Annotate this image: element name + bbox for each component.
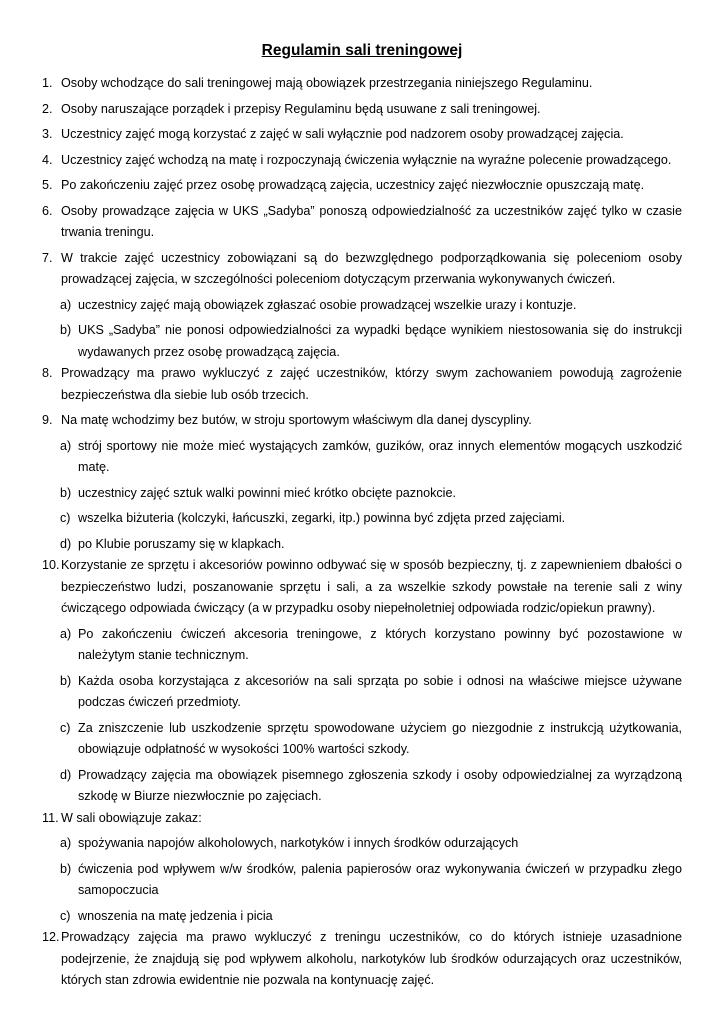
rule-number: 2. <box>42 101 53 116</box>
sub-item <box>42 718 682 761</box>
sub-item <box>42 436 682 479</box>
rule-number: 6. <box>42 203 53 218</box>
sub-item-letter: d) <box>60 767 72 782</box>
rule-text: Po zakończeniu zajęć przez osobę prowadzącą zajęcia, uczestnicy zajęć niezwłocznie opuszczają matę. <box>61 178 645 192</box>
sub-list <box>42 436 682 556</box>
rule-number: 4. <box>42 152 53 167</box>
rule-item <box>42 410 682 432</box>
rule-number: 7. <box>42 250 53 265</box>
sub-item-letter: a) <box>60 626 72 641</box>
sub-item-text: uczestnicy zajęć mają obowiązek zgłaszać osobie prowadzącej wszelkie urazy i kontuzje. <box>78 297 577 312</box>
sub-item <box>42 833 682 855</box>
sub-item-text: po Klubie poruszamy się w klapkach. <box>78 536 285 551</box>
rule-number: 11. <box>42 810 59 825</box>
sub-item-text: strój sportowy nie może mieć wystających zamków, guzików, oraz innych elementów mogących uszkodzić matę. <box>78 438 682 474</box>
rule-text: Osoby prowadzące zajęcia w UKS „Sadyba” ponoszą odpowiedzialność za uczestników zajęć tylko w czasie trwania treningu. <box>61 203 682 239</box>
rule-item <box>42 99 682 121</box>
rule-item <box>42 363 682 406</box>
rule-text: Prowadzący zajęcia ma prawo wykluczyć z treningu uczestników, co do których istnieje uzasadnione podejrzenie, że znajdują się pod wpływem alkoholu, narkotyków lub środków odurzających oraz uczestników, których stan zdrowia ewidentnie nie pozwala na kontynuację zajęć. <box>61 930 682 987</box>
rule-item <box>42 150 682 172</box>
sub-item-letter: b) <box>60 861 72 876</box>
sub-item <box>42 483 682 505</box>
sub-item-text: Każda osoba korzystająca z akcesoriów na sali sprząta po sobie i odnosi na właściwe miejsce używane podczas ćwiczeń przedmioty. <box>78 673 682 709</box>
sub-item-text: uczestnicy zajęć sztuk walki powinni mieć krótko obcięte paznokcie. <box>78 485 456 500</box>
sub-item <box>42 320 682 363</box>
rule-number: 8. <box>42 366 53 380</box>
document-page <box>42 40 682 996</box>
sub-item-letter: c) <box>60 511 71 525</box>
sub-item-text: Za zniszczenie lub uszkodzenie sprzętu spowodowane użyciem go niezgodnie z instrukcją użytkowania, obowiązuje odpłatność w wysokości 100% wartości szkody. <box>78 720 682 756</box>
sub-item <box>42 534 682 556</box>
rule-text: Prowadzący ma prawo wykluczyć z zajęć uczestników, którzy swym zachowaniem powodują zagrożenie bezpieczeństwa dla siebie lub osób trzecich. <box>61 366 682 402</box>
sub-list <box>42 833 682 927</box>
rule-text: Osoby naruszające porządek i przepisy Regulaminu będą usuwane z sali treningowej. <box>61 101 541 116</box>
sub-item-text: spożywania napojów alkoholowych, narkotyków i innych środków odurzających <box>78 836 519 850</box>
sub-item-letter: a) <box>60 438 72 453</box>
rule-item <box>42 927 682 992</box>
page-title: Regulamin sali treningowej <box>261 42 463 59</box>
rule-item <box>42 73 682 95</box>
rule-text: Korzystanie ze sprzętu i akcesoriów powinno odbywać się w sposób bezpieczny, tj. z zapewnieniem dbałości o bezpieczeństwo ludzi, poszanowanie sprzętu i sali, a za wszelkie szkody powstałe na terenie sali z winy ćwiczącego odpowiada ćwiczący (a w przypadku osoby niepełnoletniej odpowiada rodzic/opiekun prawny). <box>61 558 682 615</box>
rule-text: Osoby wchodzące do sali treningowej mają obowiązek przestrzegania niniejszego Regulaminu. <box>61 76 593 90</box>
sub-item-text: UKS „Sadyba” nie ponosi odpowiedzialności za wypadki będące wynikiem niestosowania się do instrukcji wydawanych przez osobę prowadzącą zajęcia. <box>78 323 682 359</box>
rule-item <box>42 175 682 197</box>
rule-number: 12. <box>42 930 60 944</box>
sub-item-letter: b) <box>60 673 72 688</box>
sub-item <box>42 671 682 714</box>
rule-number: 9. <box>42 413 53 427</box>
rule-number: 5. <box>42 178 53 192</box>
sub-item-letter: a) <box>60 836 72 850</box>
rule-text: W trakcie zajęć uczestnicy zobowiązani są do bezwzględnego podporządkowania się poleceniom osoby prowadzącej zajęcia, w szczególności poleceniom dotyczącym przerwania wykonywanych ćwiczeń. <box>61 250 682 286</box>
sub-item-letter: b) <box>60 323 72 337</box>
rule-item <box>42 201 682 244</box>
sub-item <box>42 859 682 902</box>
rule-item <box>42 248 682 291</box>
sub-item <box>42 295 682 317</box>
sub-item-letter: c) <box>60 720 71 735</box>
sub-item-text: Prowadzący zajęcia ma obowiązek pisemnego zgłoszenia szkody i osoby odpowiedzialnej za wyrządzoną szkodę w Biurze niezwłocznie po zajęciach. <box>78 767 682 803</box>
sub-item-letter: d) <box>60 536 72 551</box>
sub-item-letter: a) <box>60 297 72 312</box>
rule-number: 1. <box>42 76 53 90</box>
rule-item <box>42 808 682 830</box>
sub-item-letter: c) <box>60 908 71 923</box>
rule-text: Uczestnicy zajęć wchodzą na matę i rozpoczynają ćwiczenia wyłącznie na wyraźne polecenie prowadzącego. <box>61 152 672 167</box>
rule-item <box>42 555 682 620</box>
sub-item-letter: b) <box>60 485 72 500</box>
sub-item-text: wszelka biżuteria (kolczyki, łańcuszki, zegarki, itp.) powinna być zdjęta przed zajęciami. <box>78 511 566 525</box>
sub-item-text: wnoszenia na matę jedzenia i picia <box>78 908 273 923</box>
rule-number: 3. <box>42 127 53 141</box>
sub-item-text: Po zakończeniu ćwiczeń akcesoria treningowe, z których korzystano powinny być pozostawione w należytym stanie technicznym. <box>78 626 682 662</box>
rule-text: Uczestnicy zajęć mogą korzystać z zajęć w sali wyłącznie pod nadzorem osoby prowadzącej zajęcia. <box>61 127 624 141</box>
sub-list <box>42 295 682 364</box>
sub-item <box>42 906 682 928</box>
sub-item <box>42 508 682 530</box>
rule-item <box>42 124 682 146</box>
rule-text: W sali obowiązuje zakaz: <box>61 810 202 825</box>
sub-item-text: ćwiczenia pod wpływem w/w środków, palenia papierosów oraz wykonywania ćwiczeń w przypadku złego samopoczucia <box>78 861 682 897</box>
sub-item <box>42 765 682 808</box>
sub-list <box>42 624 682 808</box>
rule-number: 10. <box>42 558 60 572</box>
rules-list <box>42 73 682 992</box>
rule-text: Na matę wchodzimy bez butów, w stroju sportowym właściwym dla danej dyscypliny. <box>61 413 532 427</box>
sub-item <box>42 624 682 667</box>
